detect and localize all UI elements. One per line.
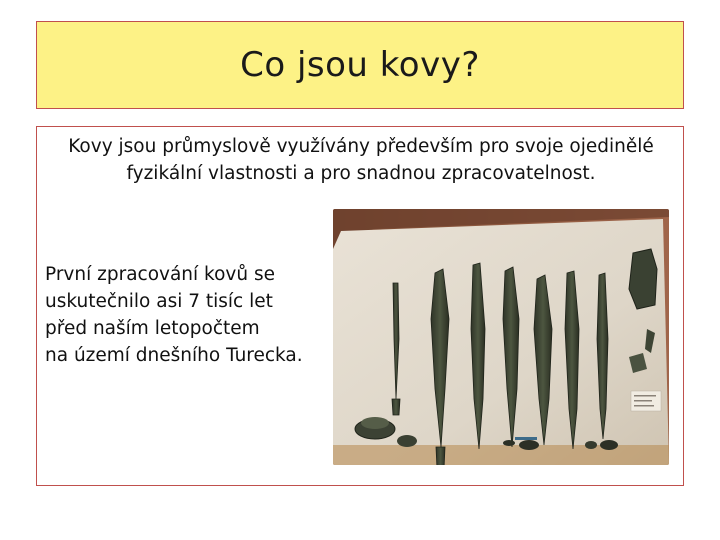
intro-text: Kovy jsou průmyslově využívány především pro svoje ojedinělé fyzikální vlastnosti a pro snadnou zpracovatelnost. (68, 136, 654, 184)
history-line: před naším letopočtem (45, 318, 260, 339)
history-text (45, 261, 335, 369)
content-box (36, 126, 684, 486)
history-line: První zpracování kovů se (45, 264, 275, 285)
slide-title: Co jsou kovy? (240, 45, 480, 85)
history-line: uskutečnilo asi 7 tisíc let (45, 291, 273, 312)
bronze-artifacts-photo (333, 209, 669, 465)
history-line: na území dnešního Turecka. (45, 345, 303, 366)
axe-icon (629, 249, 657, 309)
title-box (36, 21, 684, 109)
